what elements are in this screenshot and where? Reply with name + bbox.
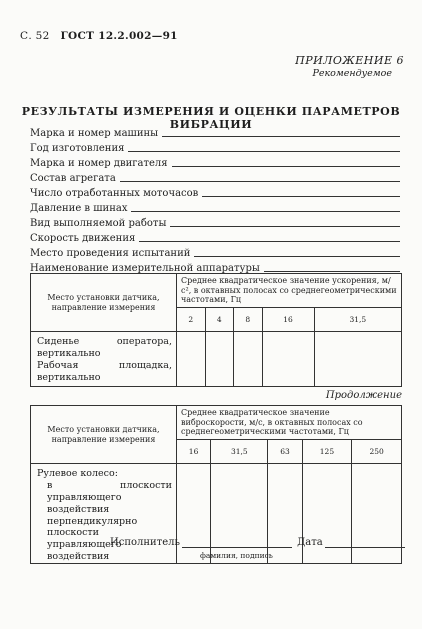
table-row-labels <box>31 464 177 564</box>
field-work-type[interactable] <box>30 216 400 229</box>
field-unit-composition[interactable] <box>30 171 400 184</box>
signature-hint: фамилия, подпись <box>200 551 273 560</box>
value-cell[interactable] <box>314 332 401 387</box>
freq-cell: 4 <box>205 308 234 332</box>
value-cell[interactable] <box>234 332 263 387</box>
page-header <box>20 30 178 42</box>
acceleration-table <box>30 273 402 387</box>
executor-label: Исполнитель <box>110 537 180 548</box>
value-cell[interactable] <box>302 464 352 564</box>
row-label-perpendicular: перпендикулярно плоскости управляющего воздействия <box>47 515 138 563</box>
value-cell[interactable] <box>205 332 234 387</box>
value-cell[interactable] <box>211 464 268 564</box>
acceleration-group-header: Среднее квадратическое значение ускорения, м/с², в октавных полосах со среднегеометрическими частотами, Гц <box>177 274 402 308</box>
date-label: Дата <box>297 537 323 548</box>
field-label: Марка и номер машины <box>30 128 159 139</box>
freq-cell: 250 <box>352 440 402 464</box>
continuation-label: Продолжение <box>325 390 402 401</box>
freq-cell: 8 <box>234 308 263 332</box>
field-label: Число отработанных моточасов <box>30 188 199 199</box>
field-label: Наименование измерительной аппаратуры <box>30 263 260 274</box>
field-speed[interactable] <box>30 231 400 244</box>
value-cell[interactable] <box>177 464 211 564</box>
field-year[interactable] <box>30 141 400 154</box>
date-line[interactable] <box>325 547 405 548</box>
sensor-location-header: Место установки датчика, направление измерения <box>31 406 177 464</box>
field-label: Состав агрегата <box>30 173 116 184</box>
row-label-platform: Рабочая площадка, вертикально <box>37 359 172 383</box>
velocity-group-header: Среднее квадратическое значение виброскорости, м/с, в октавных полосах со среднегеометрическими частотами, Гц <box>177 406 402 440</box>
document-title: РЕЗУЛЬТАТЫ ИЗМЕРЕНИЯ И ОЦЕНКИ ПАРАМЕТРОВ ВИБРАЦИИ <box>21 105 401 131</box>
field-label: Год изготовления <box>30 143 125 154</box>
page-number: С. 52 <box>20 30 50 42</box>
field-label: Вид выполняемой работы <box>30 218 167 229</box>
appendix-note: Рекомендуемое <box>312 68 392 79</box>
executor-line[interactable] <box>182 547 292 548</box>
sensor-location-header: Место установки датчика, направление измерения <box>31 274 177 332</box>
value-cell[interactable] <box>268 464 302 564</box>
freq-cell: 125 <box>302 440 352 464</box>
field-tire-pressure[interactable] <box>30 201 400 214</box>
freq-cell: 2 <box>177 308 206 332</box>
value-cell[interactable] <box>177 332 206 387</box>
field-engine[interactable] <box>30 156 400 169</box>
value-cell[interactable] <box>262 332 314 387</box>
freq-cell: 16 <box>262 308 314 332</box>
row-label-seat: Сиденье оператора, вертикально <box>37 336 172 359</box>
appendix-label: ПРИЛОЖЕНИЕ 6 <box>295 54 404 67</box>
value-cell[interactable] <box>352 464 402 564</box>
field-machine[interactable] <box>30 126 400 139</box>
table-row-labels <box>31 332 177 387</box>
row-label-wheel: Рулевое колесо: <box>37 468 118 479</box>
field-label: Давление в шинах <box>30 203 128 214</box>
row-label-in-plane: в плоскости управляющего воздействия <box>47 479 172 515</box>
freq-cell: 31,5 <box>211 440 268 464</box>
field-label: Скорость движения <box>30 233 136 244</box>
field-hours[interactable] <box>30 186 400 199</box>
gost-number: ГОСТ 12.2.002—91 <box>60 30 178 42</box>
field-label: Место проведения испытаний <box>30 248 191 259</box>
signature-block <box>110 537 405 548</box>
field-label: Марка и номер двигателя <box>30 158 168 169</box>
freq-cell: 31,5 <box>314 308 401 332</box>
field-test-place[interactable] <box>30 246 400 259</box>
freq-cell: 63 <box>268 440 302 464</box>
freq-cell: 16 <box>177 440 211 464</box>
